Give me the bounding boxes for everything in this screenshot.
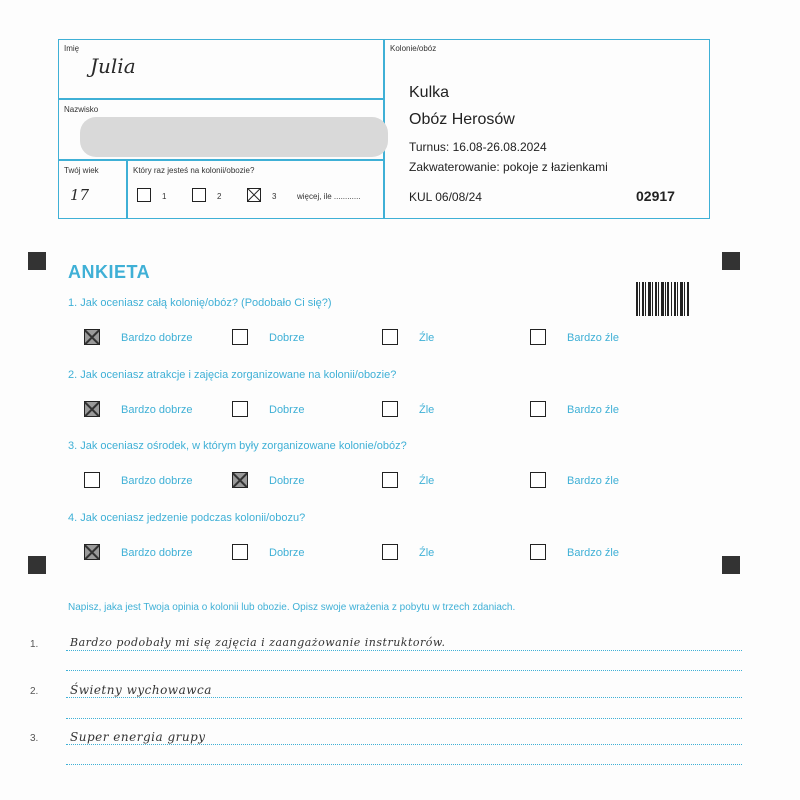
q2-option-2-label: Dobrze	[269, 404, 305, 416]
q1-option-3-checkbox[interactable]	[382, 329, 398, 345]
q1-option-1-checkbox[interactable]	[84, 329, 100, 345]
barcode	[636, 282, 690, 316]
camp-subtitle: Obóz Herosów	[409, 111, 515, 128]
opinion-dotted-line	[66, 670, 742, 671]
opinion-answer-3: Super energia grupy	[70, 730, 206, 744]
opinion-answer-2: Świetny wychowawca	[70, 683, 212, 697]
q3-option-2-checkbox[interactable]	[232, 472, 248, 488]
q3-option-4-label: Bardzo źle	[567, 475, 619, 487]
q3-option-1-checkbox[interactable]	[84, 472, 100, 488]
name-value: Julia	[90, 54, 136, 78]
q3-option-1-label: Bardzo dobrze	[121, 475, 193, 487]
times-checkbox-2[interactable]	[192, 188, 206, 202]
age-label: Twój wiek	[64, 166, 99, 175]
q2-option-3-checkbox[interactable]	[382, 401, 398, 417]
q4-option-4-label: Bardzo źle	[567, 547, 619, 559]
name-label: Imię	[64, 44, 80, 53]
q3-option-4-checkbox[interactable]	[530, 472, 546, 488]
times-option-2: 2	[217, 192, 222, 201]
registration-mark-tl	[28, 252, 46, 270]
times-option-more: więcej, ile ............	[297, 192, 361, 201]
q2-option-1-label: Bardzo dobrze	[121, 404, 193, 416]
q4-option-4-checkbox[interactable]	[530, 544, 546, 560]
opinion-line-number-2: 2.	[30, 686, 39, 697]
opinion-line-number-3: 3.	[30, 733, 39, 744]
camp-turnus: Turnus: 16.08-26.08.2024	[409, 140, 547, 154]
question-3: 3. Jak oceniasz ośrodek, w którym były zorganizowane kolonie/obóz?	[68, 440, 407, 452]
q4-option-1-checkbox[interactable]	[84, 544, 100, 560]
q2-option-3-label: Źle	[419, 404, 435, 416]
opinion-dotted-line	[66, 697, 742, 698]
times-checkbox-1[interactable]	[137, 188, 151, 202]
header-rule-2	[58, 159, 384, 161]
survey-title: ANKIETA	[68, 262, 151, 282]
camp-number: 02917	[636, 188, 675, 204]
opinion-prompt: Napisz, jaka jest Twoja opinia o kolonii lub obozie. Opisz swoje wrażenia z pobytu w trzech zdaniach.	[68, 602, 516, 613]
q4-option-1-label: Bardzo dobrze	[121, 547, 193, 559]
q1-option-3-label: Źle	[419, 332, 435, 344]
opinion-dotted-line	[66, 764, 742, 765]
times-option-3: 3	[272, 192, 277, 201]
q1-option-2-checkbox[interactable]	[232, 329, 248, 345]
camp-label: Kolonie/obóz	[390, 44, 437, 53]
times-option-1: 1	[162, 192, 167, 201]
times-checkbox-3[interactable]	[247, 188, 261, 202]
question-2: 2. Jak oceniasz atrakcje i zajęcia zorganizowane na kolonii/obozie?	[68, 369, 397, 381]
q4-option-2-checkbox[interactable]	[232, 544, 248, 560]
q4-option-3-label: Źle	[419, 547, 435, 559]
camp-code: KUL 06/08/24	[409, 190, 482, 204]
q1-option-1-label: Bardzo dobrze	[121, 332, 193, 344]
opinion-dotted-line	[66, 744, 742, 745]
q1-option-2-label: Dobrze	[269, 332, 305, 344]
registration-mark-tr	[722, 252, 740, 270]
q2-option-4-label: Bardzo źle	[567, 404, 619, 416]
opinion-dotted-line	[66, 718, 742, 719]
camp-accommodation: Zakwaterowanie: pokoje z łazienkami	[409, 160, 608, 174]
q2-option-2-checkbox[interactable]	[232, 401, 248, 417]
surname-label: Nazwisko	[64, 105, 99, 114]
redacted-surname	[80, 117, 388, 157]
age-value: 17	[70, 186, 90, 204]
question-4: 4. Jak oceniasz jedzenie podczas kolonii/obozu?	[68, 512, 306, 524]
registration-mark-bl	[28, 556, 46, 574]
q1-option-4-checkbox[interactable]	[530, 329, 546, 345]
q3-option-3-label: Źle	[419, 475, 435, 487]
q1-option-4-label: Bardzo źle	[567, 332, 619, 344]
opinion-line-number-1: 1.	[30, 639, 39, 650]
q3-option-3-checkbox[interactable]	[382, 472, 398, 488]
header-rule-3	[126, 159, 128, 219]
opinion-dotted-line	[66, 650, 742, 651]
q4-option-3-checkbox[interactable]	[382, 544, 398, 560]
opinion-answer-1: Bardzo podobały mi się zajęcia i zaangażowanie instruktorów.	[70, 636, 446, 649]
q4-option-2-label: Dobrze	[269, 547, 305, 559]
registration-mark-br	[722, 556, 740, 574]
q2-option-1-checkbox[interactable]	[84, 401, 100, 417]
camp-name: Kulka	[409, 84, 450, 101]
q2-option-4-checkbox[interactable]	[530, 401, 546, 417]
times-label: Który raz jesteś na kolonii/obozie?	[133, 166, 255, 175]
q3-option-2-label: Dobrze	[269, 475, 305, 487]
question-1: 1. Jak oceniasz całą kolonię/obóz? (Podobało Ci się?)	[68, 297, 332, 309]
header-rule-1	[58, 98, 384, 100]
